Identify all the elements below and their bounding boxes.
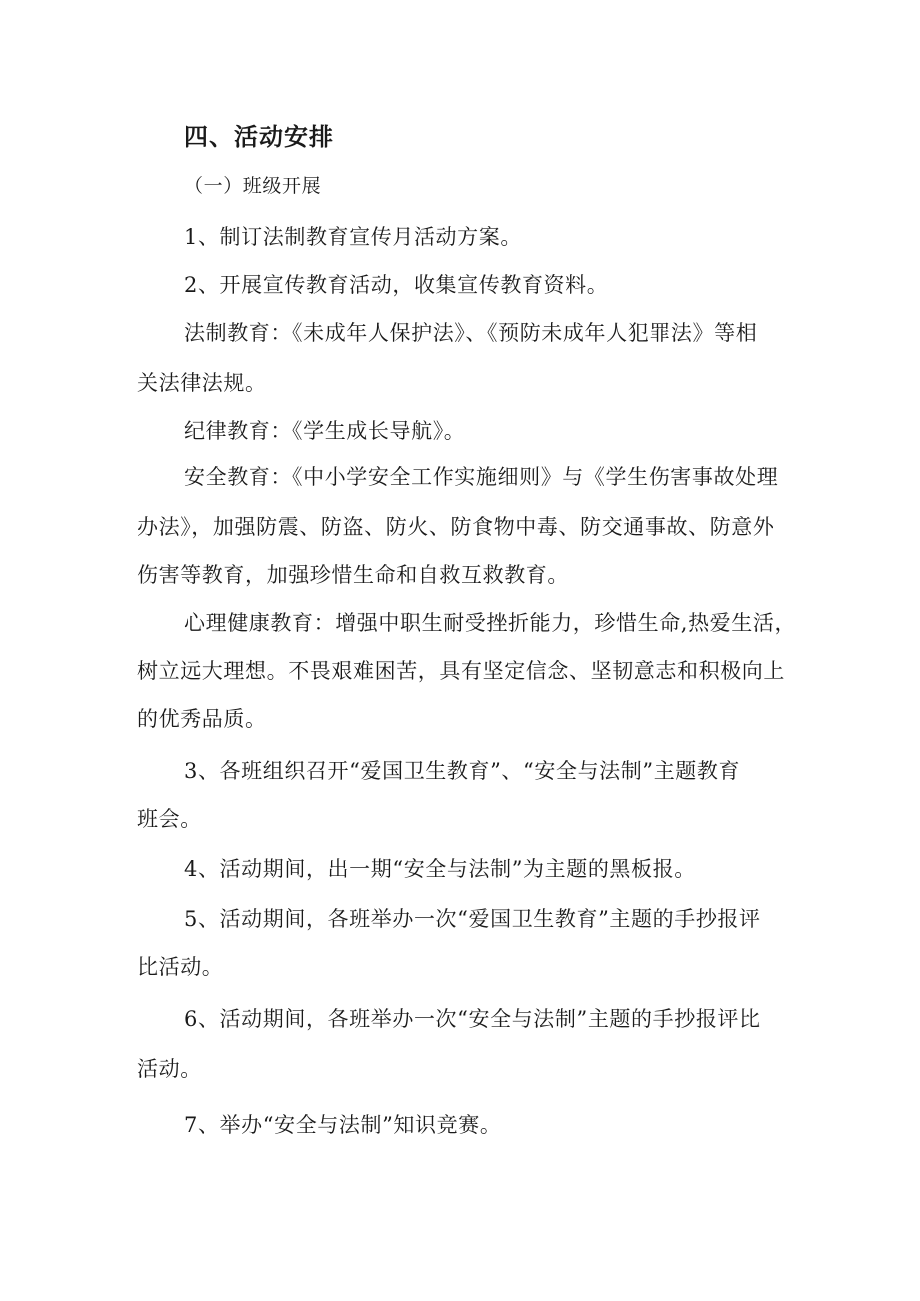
- paragraph-7-line-2: 班会。: [137, 807, 202, 831]
- paragraph-6-line-2: 树立远大理想。不畏艰难困苦，具有坚定信念、坚韧意志和积极向上: [137, 659, 785, 683]
- paragraph-5-line-3: 伤害等教育，加强珍惜生命和自救互救教育。: [137, 563, 569, 587]
- paragraph-10-line-1: 6、活动期间，各班举办一次“安全与法制”主题的手抄报评比: [184, 1007, 761, 1031]
- section-heading: 四、活动安排: [184, 123, 334, 151]
- paragraph-5-line-1: 安全教育：《中小学安全工作实施细则》与《学生伤害事故处理: [184, 465, 779, 489]
- paragraph-4-line-1: 纪律教育：《学生成长导航》。: [184, 419, 466, 443]
- paragraph-1-line-1: 1、制订法制教育宣传月活动方案。: [184, 225, 522, 249]
- paragraph-6-line-1: 心理健康教育：增强中职生耐受挫折能力，珍惜生命,热爱生活，: [184, 611, 797, 635]
- paragraph-9-line-1: 5、活动期间，各班举办一次“爱国卫生教育”主题的手抄报评: [184, 907, 761, 931]
- paragraph-8-line-1: 4、活动期间，出一期“安全与法制”为主题的黑板报。: [184, 857, 696, 881]
- subsection-heading: （一）班级开展: [184, 175, 322, 197]
- paragraph-6-line-3: 的优秀品质。: [137, 707, 267, 731]
- paragraph-3-line-2: 关法律法规。: [137, 371, 267, 395]
- paragraph-5-line-2: 办法》，加强防震、防盗、防火、防食物中毒、防交通事故、防意外: [137, 515, 775, 539]
- paragraph-7-line-1: 3、各班组织召开“爱国卫生教育”、“安全与法制”主题教育: [184, 759, 741, 783]
- paragraph-10-line-2: 活动。: [137, 1057, 202, 1081]
- paragraph-9-line-2: 比活动。: [137, 955, 224, 979]
- paragraph-2-line-1: 2、开展宣传教育活动，收集宣传教育资料。: [184, 273, 609, 297]
- paragraph-3-line-1: 法制教育：《未成年人保护法》、《预防未成年人犯罪法》等相: [184, 321, 758, 345]
- paragraph-11-line-1: 7、举办“安全与法制”知识竞赛。: [184, 1113, 502, 1137]
